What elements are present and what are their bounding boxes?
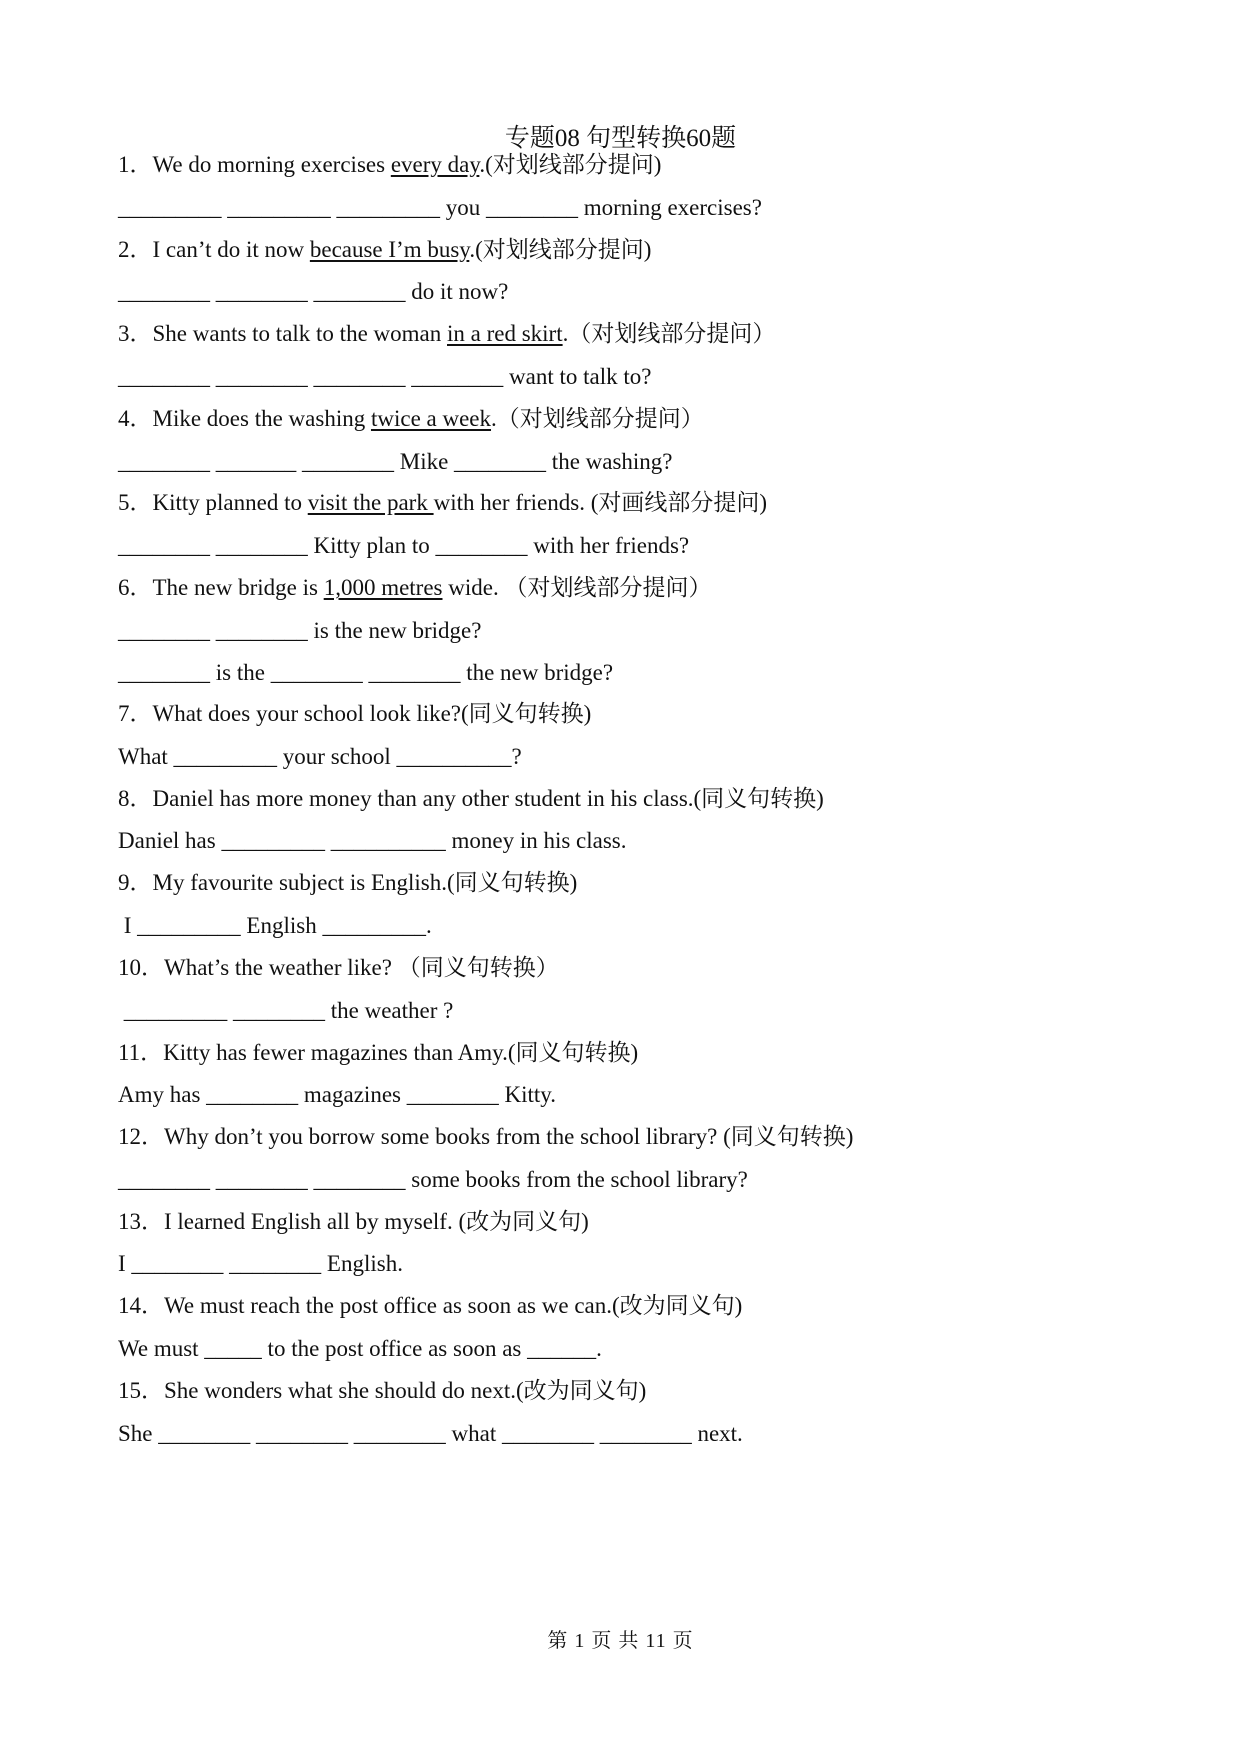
answer-line-2[interactable]: ________ ________ ________ do it now? bbox=[118, 279, 509, 304]
underlined-part: because I’m busy bbox=[309, 237, 470, 262]
answer-line-9[interactable]: I _________ English _________. bbox=[118, 913, 432, 938]
answer-line-6a[interactable]: ________ ________ is the new bridge? bbox=[118, 618, 482, 643]
question-5 bbox=[118, 488, 767, 518]
answer-line-1[interactable]: _________ _________ _________ you ________ morning exercises? bbox=[118, 195, 762, 220]
question-number: 6． bbox=[118, 575, 153, 600]
question-text: I can’t do it now bbox=[152, 237, 310, 262]
question-10 bbox=[118, 953, 559, 983]
question-9 bbox=[118, 868, 577, 898]
answer-line-3[interactable]: ________ ________ ________ ________ want to talk to? bbox=[118, 364, 652, 389]
question-number: 7． bbox=[118, 701, 153, 726]
question-3 bbox=[118, 319, 775, 349]
question-4 bbox=[118, 404, 704, 434]
answer-line-14[interactable]: We must _____ to the post office as soon as ______. bbox=[118, 1336, 602, 1361]
underlined-part: every day bbox=[390, 152, 480, 177]
page-footer: 第 1 页 共 11 页 bbox=[547, 1630, 694, 1652]
question-number: 1． bbox=[118, 152, 153, 177]
question-number: 12． bbox=[118, 1124, 164, 1149]
question-6 bbox=[118, 573, 711, 603]
question-text: She wants to talk to the woman bbox=[152, 321, 447, 346]
question-text: We must reach the post office as soon as we can.(改为同义句) bbox=[164, 1293, 743, 1318]
question-text: She wonders what she should do next.(改为同义句) bbox=[164, 1378, 647, 1403]
question-text: Kitty has fewer magazines than Amy.(同义句转换) bbox=[163, 1040, 639, 1065]
question-11 bbox=[118, 1038, 638, 1068]
answer-line-13[interactable]: I ________ ________ English. bbox=[118, 1251, 403, 1276]
question-number: 14． bbox=[118, 1293, 164, 1318]
question-text: Daniel has more money than any other student in his class.(同义句转换) bbox=[152, 786, 824, 811]
question-text: My favourite subject is English.(同义句转换) bbox=[152, 870, 578, 895]
question-8 bbox=[118, 784, 824, 814]
underlined-part: 1,000 metres bbox=[323, 575, 443, 600]
question-instruction: .(对划线部分提问) bbox=[479, 152, 662, 177]
question-text: Kitty planned to bbox=[152, 490, 308, 515]
question-number: 5． bbox=[118, 490, 153, 515]
answer-line-7[interactable]: What _________ your school __________? bbox=[118, 744, 522, 769]
question-13 bbox=[118, 1207, 589, 1237]
answer-line-5[interactable]: ________ ________ Kitty plan to ________ with her friends? bbox=[118, 533, 690, 558]
question-number: 15． bbox=[118, 1378, 164, 1403]
question-number: 2． bbox=[118, 237, 153, 262]
question-instruction: .（对划线部分提问） bbox=[562, 321, 776, 346]
question-14 bbox=[118, 1291, 742, 1321]
answer-line-6b[interactable]: ________ is the ________ ________ the new bridge? bbox=[118, 660, 614, 685]
answer-line-12[interactable]: ________ ________ ________ some books from the school library? bbox=[118, 1167, 748, 1192]
question-text: I learned English all by myself. (改为同义句) bbox=[164, 1209, 589, 1234]
underlined-part: visit the park bbox=[307, 490, 434, 515]
question-1 bbox=[118, 150, 661, 180]
answer-line-15[interactable]: She ________ ________ ________ what ________ ________ next. bbox=[118, 1421, 743, 1446]
page-title: 专题08 句型转换60题 bbox=[504, 125, 737, 152]
question-text: The new bridge is bbox=[152, 575, 324, 600]
answer-line-8[interactable]: Daniel has _________ __________ money in his class. bbox=[118, 828, 627, 853]
question-number: 9． bbox=[118, 870, 153, 895]
answer-line-4[interactable]: ________ _______ ________ Mike ________ the washing? bbox=[118, 449, 673, 474]
answer-line-10[interactable]: _________ ________ the weather ? bbox=[118, 998, 454, 1023]
question-text: What’s the weather like? （同义句转换） bbox=[164, 955, 559, 980]
question-7 bbox=[118, 699, 591, 729]
underlined-part: in a red skirt bbox=[447, 321, 563, 346]
question-instruction: wide. （对划线部分提问） bbox=[442, 575, 712, 600]
question-text: What does your school look like?(同义句转换) bbox=[152, 701, 592, 726]
question-number: 11． bbox=[118, 1040, 164, 1065]
question-instruction: .(对划线部分提问) bbox=[469, 237, 652, 262]
question-text: Why don’t you borrow some books from the school library? (同义句转换) bbox=[164, 1124, 854, 1149]
question-instruction: .（对划线部分提问） bbox=[491, 406, 704, 431]
question-text: We do morning exercises bbox=[152, 152, 391, 177]
question-number: 3． bbox=[118, 321, 153, 346]
answer-line-11[interactable]: Amy has ________ magazines ________ Kitty. bbox=[118, 1082, 557, 1107]
underlined-part: twice a week bbox=[370, 406, 492, 431]
question-15 bbox=[118, 1376, 646, 1406]
question-number: 13． bbox=[118, 1209, 164, 1234]
question-text: Mike does the washing bbox=[152, 406, 371, 431]
question-number: 10． bbox=[118, 955, 164, 980]
question-instruction: with her friends. (对画线部分提问) bbox=[433, 490, 768, 515]
question-number: 8． bbox=[118, 786, 153, 811]
question-12 bbox=[118, 1122, 853, 1152]
question-2 bbox=[118, 235, 651, 265]
question-number: 4． bbox=[118, 406, 153, 431]
